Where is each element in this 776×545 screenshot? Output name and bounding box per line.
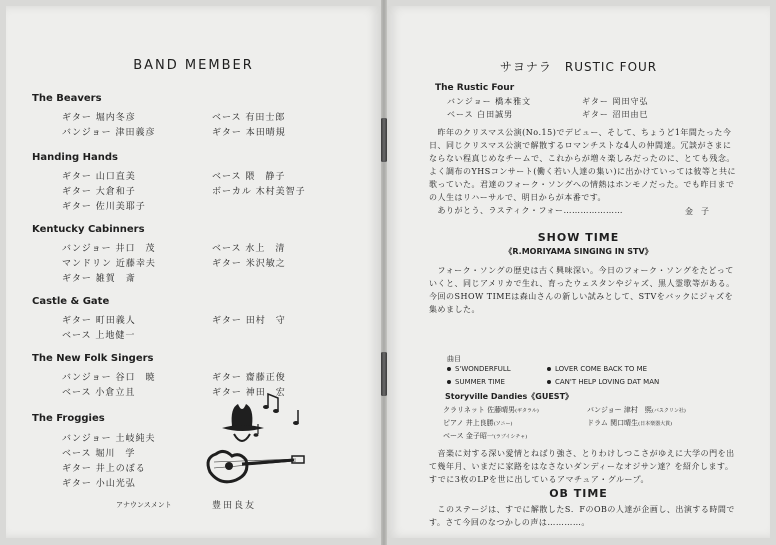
group-name: Kentucky Cabinners: [32, 224, 145, 235]
announcement-name: 豊田良友: [212, 501, 257, 511]
member: ベース 小倉立且: [62, 388, 136, 398]
song-item: CAN'T HELP LOVING DAT MAN: [547, 378, 659, 386]
member: マンドリン 近藤幸夫: [62, 259, 156, 269]
ob-time-description: このステージは、すでに解散したS．FのOBの人達が企画し、出演する時間です。さて今回のなつかしの声は…………。: [429, 505, 735, 527]
song-item: SUMMER TIME: [447, 378, 505, 386]
member: バンジョー 谷口 暁: [62, 373, 156, 383]
member: ギター 田村 守: [212, 316, 286, 326]
bullet-icon: [447, 380, 451, 384]
group-name: Handing Hands: [32, 152, 118, 163]
member: ギター 岡田守弘: [582, 97, 649, 106]
rustic-four-intro: 昨年のクリスマス公演(No.15)でデビュー、そして、ちょうど1年間たった今日、同じクリスマス公演で解散するロマンチストな4人の仲間達。冗談がさまにならない程真じめなチームで、これからが増々楽しみだったのに、とても残念。よく調布のYHSコンサート(働く若い人達の集い)に出かけていっては彼等と共に歌っていた。君達のフォーク・ソングへの情熱はホンモノだった。でも昨日までの人生はリハーサルで、明日からが本番です。: [429, 128, 736, 202]
show-time-description: フォーク・ソングの歴史は古く興味深い。今日のフォーク・ソングをたどっていくと、同じアメリカで生れ、育ったウェスタンやジャズ、黒人霊歌等がある。今回のSHOW TIMEは森山さんの新しい試みとして、STVをバックにジャズを集めました。: [429, 266, 735, 314]
rustic-four-name: The Rustic Four: [435, 83, 515, 93]
member: ギター 町田義人: [62, 316, 136, 326]
bullet-icon: [547, 380, 551, 384]
member: ギター 井上のぼる: [62, 464, 146, 474]
member: ギター 米沢敏之: [212, 259, 286, 269]
signature: 金 子: [685, 207, 709, 216]
guest-member: ピアノ 井上良勝(ソニー): [443, 419, 513, 427]
member: ボーカル 木村美智子: [212, 187, 306, 197]
member: ギター 本田晴規: [212, 128, 286, 138]
member: ギター 大倉和子: [62, 187, 136, 197]
member: ギター 沼田由巳: [582, 110, 649, 119]
guest-description: 音楽に対する深い愛情とねばり強さ、とりわけしつこさがゆえに大学の門を出て幾年月、いまだに家路をはなさないダンディーなオジサン達？を紹介します。すでに3枚のLPを世に出しているアマチュア・グループ。: [429, 449, 735, 484]
member: ベース 堀川 学: [62, 449, 136, 459]
ob-time-title: OB TIME: [549, 487, 608, 500]
member: ギター 雑賀 斎: [62, 274, 136, 284]
left-page: [6, 6, 381, 538]
bullet-icon: [547, 367, 551, 371]
member: ベース 白田誠男: [447, 110, 514, 119]
song-item: S'WONDERFULL: [447, 365, 511, 373]
member: ベース 上地健一: [62, 331, 136, 341]
guest-title: Storyville Dandies《GUEST》: [445, 392, 574, 401]
member: ギター 神田 宏: [212, 388, 286, 398]
show-time-title: SHOW TIME: [537, 231, 620, 244]
member: バンジョー 井口 茂: [62, 244, 156, 254]
member: ベース 水上 清: [212, 244, 286, 254]
group-name: The Beavers: [32, 93, 102, 104]
thanks-line: ありがとう、ラスティク・フォー…………………: [429, 206, 624, 215]
cowboy-guitar-illustration: [202, 390, 312, 490]
group-name: Castle & Gate: [32, 296, 110, 307]
guest-member: ベース 金子昭一(ラブイシチャ): [443, 432, 528, 440]
member: ベース 隈 静子: [212, 172, 286, 182]
member: ギター 佐川美耶子: [62, 202, 146, 212]
song-list-label: 曲目: [447, 355, 461, 363]
member: ギター 山口直美: [62, 172, 136, 182]
group-name: The Froggies: [32, 413, 105, 424]
show-time-subtitle: 《R.MORIYAMA SINGING IN STV》: [504, 247, 653, 256]
group-name: The New Folk Singers: [32, 353, 154, 364]
member: ベース 有田士郎: [212, 113, 286, 123]
guest-member: クラリネット 佐藤晴男(ギタラル): [443, 406, 539, 414]
member: バンジョー 津田義彦: [62, 128, 156, 138]
member: バンジョー 橋本雅文: [447, 97, 532, 106]
bullet-icon: [447, 367, 451, 371]
guest-member: ドラム 関口晴生(日本楽器大貫): [587, 419, 673, 427]
sayonara-title: サヨナラ RUSTIC FOUR: [499, 60, 658, 74]
member: バンジョー 土岐純夫: [62, 434, 156, 444]
song-item: LOVER COME BACK TO ME: [547, 365, 647, 373]
member: ギター 堀内冬彦: [62, 113, 136, 123]
member: ギター 小山光弘: [62, 479, 136, 489]
right-page: [387, 6, 770, 538]
member: ギター 齋藤正俊: [212, 373, 286, 383]
announcement-role: アナウンスメント: [116, 501, 172, 509]
guest-member: バンジョー 津村 煕(バスクリン社): [587, 406, 686, 414]
band-member-title: BAND MEMBER: [133, 58, 254, 73]
